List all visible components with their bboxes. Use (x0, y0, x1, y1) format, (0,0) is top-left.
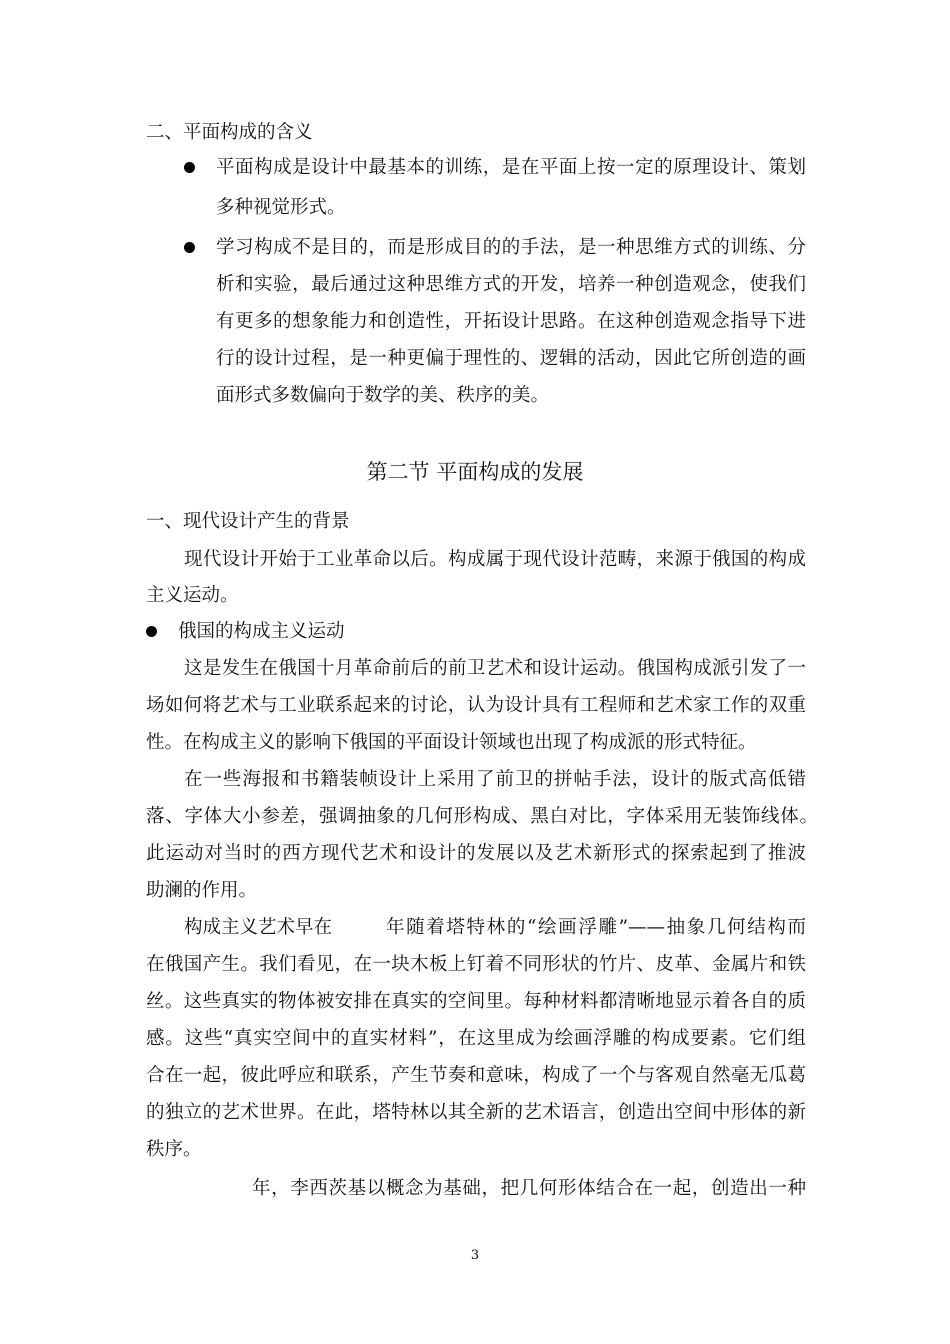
paragraph-line: 这是发生在俄国十月革命前后的前卫艺术和设计运动。俄国构成派引发了一 (184, 658, 806, 679)
paragraph-line: 合在一起，彼此呼应和联系，产生节奏和意味，构成了一个与客观自然毫无瓜葛 (146, 1065, 806, 1086)
section-heading: 一、现代设计产生的背景 (146, 511, 350, 532)
bullet-text-line: 析和实验，最后通过这种思维方式的开发，培养一种创造观念，使我们 (216, 274, 806, 295)
paragraph-line: 落、字体大小参差，强调抽象的几何形构成、黑白对比，字体采用无装饰线体。 (146, 806, 818, 827)
bullet-text-line: 行的设计过程，是一种更偏于理性的、逻辑的活动，因此它所创造的画 (216, 348, 806, 369)
paragraph-line: 性。在构成主义的影响下俄国的平面设计领域也出现了构成派的形式特征。 (146, 732, 757, 753)
bullet-dot-icon (184, 242, 195, 253)
paragraph-line: 此运动对当时的西方现代艺术和设计的发展以及艺术新形式的探索起到了推波 (146, 843, 806, 864)
bullet-dot-icon (184, 162, 195, 173)
paragraph-line: 现代设计开始于工业革命以后。构成属于现代设计范畴，来源于俄国的构成 (184, 549, 806, 570)
section-title: 第二节 平面构成的发展 (366, 460, 584, 484)
paragraph-line: 助澜的作用。 (146, 880, 258, 901)
bullet-dot-icon (146, 626, 157, 637)
bullet-text-line: 俄国的构成主义运动 (178, 621, 345, 642)
bullet-text-line: 多种视觉形式。 (216, 197, 346, 218)
paragraph-line: 的独立的艺术世界。在此，塔特林以其全新的艺术语言，创造出空间中形体的新 (146, 1102, 806, 1123)
paragraph-line: 在俄国产生。我们看见，在一块木板上钉着不同形状的竹片、皮革、金属片和铁 (146, 954, 806, 975)
paragraph-line: 感。这些“真实空间中的直实材料”，在这里成为绘画浮雕的构成要素。它们组 (146, 1028, 806, 1049)
bullet-text-line: 平面构成是设计中最基本的训练，是在平面上按一定的原理设计、策划 (216, 157, 806, 178)
paragraph-line: 在一些海报和书籍装帧设计上采用了前卫的拼帖手法，设计的版式高低错 (184, 769, 806, 790)
page-number: 3 (470, 1248, 480, 1263)
paragraph-line: 场如何将艺术与工业联系起来的讨论，认为设计具有工程师和艺术家工作的双重 (146, 695, 806, 716)
paragraph-line: 构成主义艺术早在 (184, 917, 333, 938)
paragraph-line: 年随着塔特林的“绘画浮雕”——抽象几何结构而 (386, 917, 806, 938)
bullet-text-line: 有更多的想象能力和创造性，开拓设计思路。在这种创造观念指导下进 (216, 311, 806, 332)
bullet-text-line: 面形式多数偏向于数学的美、秩序的美。 (216, 385, 550, 406)
paragraph-line: 秩序。 (146, 1139, 202, 1160)
bullet-text-line: 学习构成不是目的，而是形成目的的手法，是一种思维方式的训练、分 (216, 237, 806, 258)
paragraph-line: 年，李西茨基以概念为基础，把几何形体结合在一起，创造出一种 (252, 1178, 806, 1199)
paragraph-line: 丝。这些真实的物体被安排在真实的空间里。每种材料都清晰地显示着各自的质 (146, 991, 806, 1012)
section-heading: 二、平面构成的含义 (146, 122, 313, 143)
paragraph-line: 主义运动。 (146, 585, 239, 606)
